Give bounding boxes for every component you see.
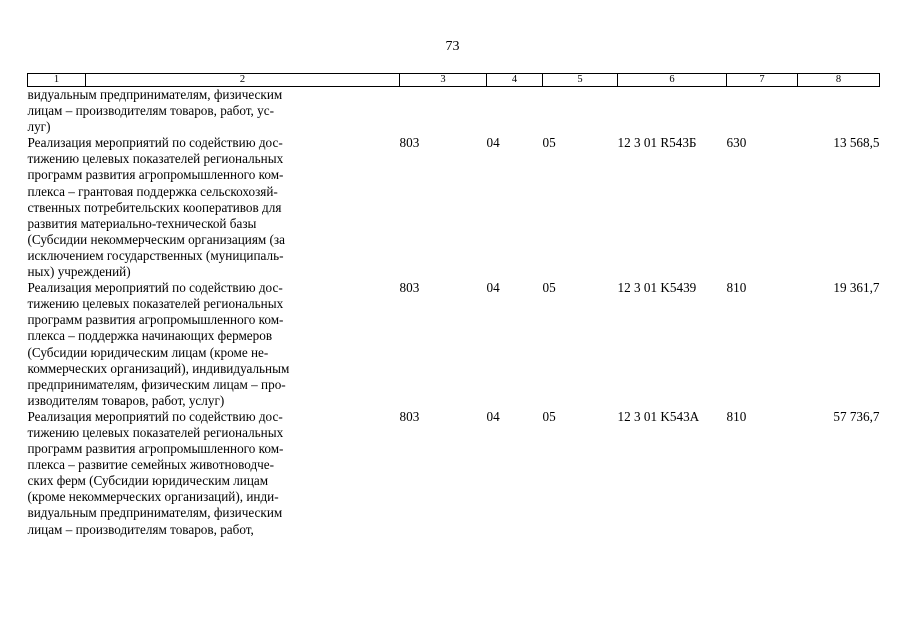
target-article-code	[618, 87, 727, 136]
row-description: видуальным предпринимателям, физическим лицам – производителям товаров, работ, ус- луг)	[27, 87, 283, 135]
ministry-code	[400, 87, 487, 136]
row-description: Реализация мероприятий по содействию дос- тижению целевых показателей региональных программ развития агропромышленного ком- плекса – поддержка начинающих фермеров (Субсидии юридическим лицам (кроме не- коммерческих организаций), индивидуальным предпринимателям, физическим лицам – про- изводителям товаров, работ, услуг)	[27, 280, 290, 408]
budget-table	[27, 73, 880, 538]
table-row	[28, 409, 880, 538]
column-number-5: 5	[543, 74, 618, 87]
ministry-code: 803	[399, 408, 420, 424]
expense-type-code: 810	[726, 408, 747, 424]
amount-value: 57 736,7	[833, 408, 880, 424]
target-article-code: 12 3 01 R543Б	[617, 135, 697, 151]
expense-type-code: 810	[726, 280, 747, 296]
section-code: 04	[486, 280, 500, 296]
column-number-row	[28, 74, 880, 87]
amount-value	[798, 87, 880, 136]
table-row	[28, 135, 880, 280]
row-description: Реализация мероприятий по содействию дос- тижению целевых показателей региональных программ развития агропромышленного ком- плекса – грантовая поддержка сельскохозяй- ственных потребительских кооперативов для развития материально-технической базы (Субсидии некоммерческим организациям (за исключением государственных (муниципаль- ных) учреждений)	[27, 135, 285, 280]
column-number-7: 7	[727, 74, 798, 87]
section-code: 04	[486, 408, 500, 424]
expense-type-code	[727, 87, 798, 136]
subsection-code	[543, 87, 618, 136]
amount-value: 13 568,5	[833, 135, 880, 151]
column-number-3: 3	[400, 74, 487, 87]
column-number-1: 1	[28, 74, 86, 87]
amount-value: 19 361,7	[833, 280, 880, 296]
target-article-code: 12 3 01 K543A	[617, 408, 700, 424]
column-number-2: 2	[86, 74, 400, 87]
column-number-6: 6	[618, 74, 727, 87]
column-number-8: 8	[798, 74, 880, 87]
page-number: 73	[445, 39, 460, 54]
subsection-code: 05	[542, 408, 556, 424]
ministry-code: 803	[399, 135, 420, 151]
subsection-code: 05	[542, 135, 556, 151]
section-code: 04	[486, 135, 500, 151]
subsection-code: 05	[542, 280, 556, 296]
table-row	[28, 87, 880, 136]
expense-type-code: 630	[726, 135, 747, 151]
section-code	[487, 87, 543, 136]
row-description: Реализация мероприятий по содействию дос- тижению целевых показателей региональных программ развития агропромышленного ком- плекса – развитие семейных животноводче- ских ферм (Субсидии юридическим лицам (кроме некоммерческих организаций), инди- видуальным предпринимателям, физическим лицам – производителям товаров, работ,	[27, 408, 284, 537]
column-number-4: 4	[487, 74, 543, 87]
table-row	[28, 280, 880, 409]
ministry-code: 803	[399, 280, 420, 296]
target-article-code: 12 3 01 K5439	[617, 280, 697, 296]
